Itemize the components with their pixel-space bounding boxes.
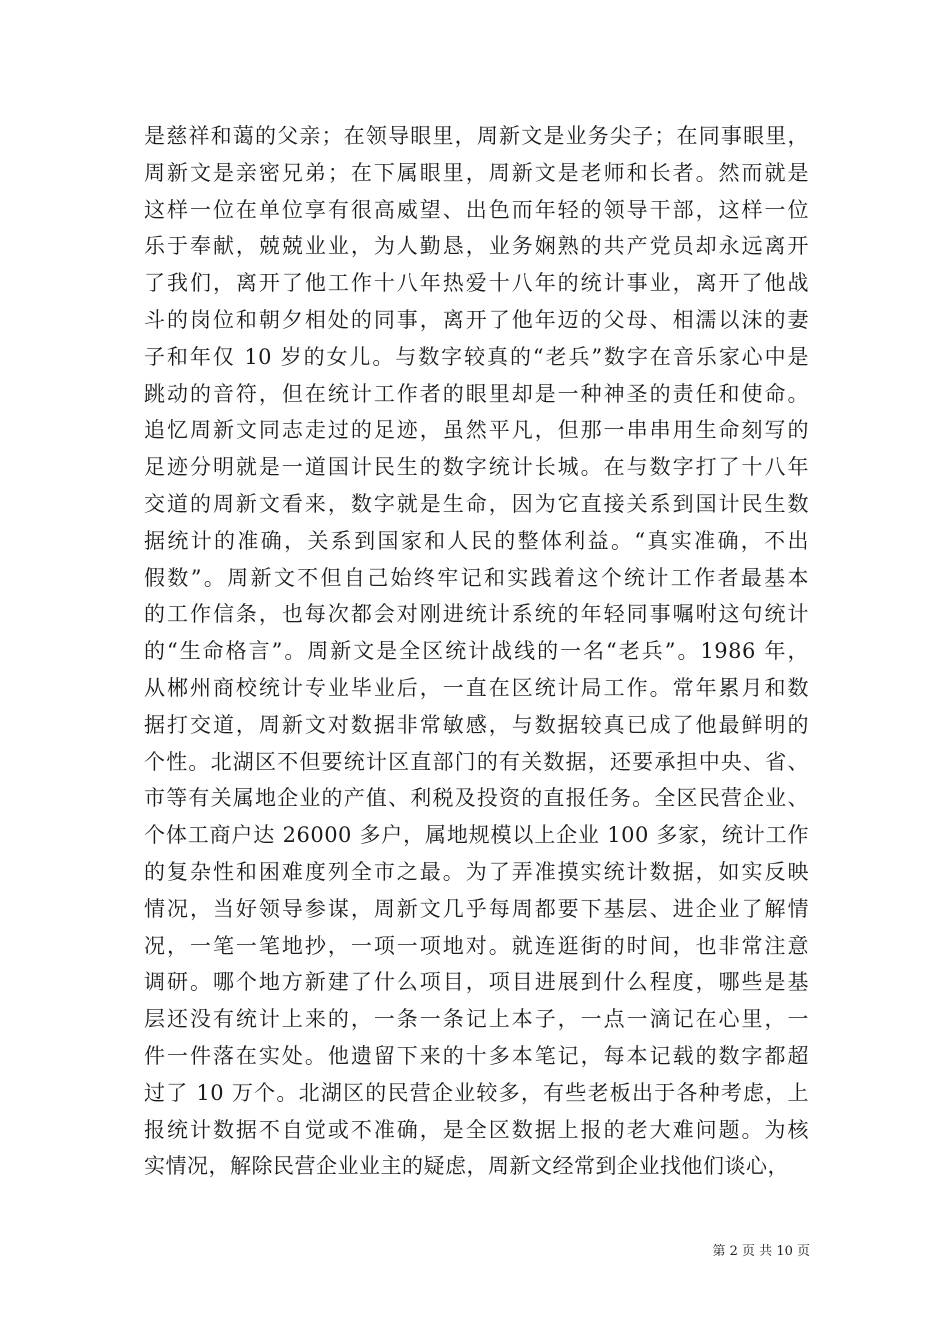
text-line: 了我们，离开了他工作十八年热爱十八年的统计事业，离开了他战 [144, 271, 809, 296]
text-line: 的工作信条，也每次都会对刚进统计系统的年轻同事嘱咐这句统计 [144, 602, 809, 627]
text-line: 斗的岗位和朝夕相处的同事，离开了他年迈的父母、相濡以沫的妻 [144, 307, 809, 332]
text-line: 追忆周新文同志走过的足迹，虽然平凡，但那一串串用生命刻写的 [144, 418, 809, 443]
text-line: 交道的周新文看来，数字就是生命，因为它直接关系到国计民生数 [144, 491, 809, 516]
text-line: 个体工商户达 26000 多户，属地规模以上企业 100 多家，统计工作 [144, 823, 809, 848]
text-line: 足迹分明就是一道国计民生的数字统计长城。在与数字打了十八年 [144, 455, 809, 480]
text-line: 假数”。周新文不但自己始终牢记和实践着这个统计工作者最基本 [144, 565, 809, 590]
body-text [144, 118, 809, 1185]
text-line: 这样一位在单位享有很高威望、出色而年轻的领导干部，这样一位 [144, 197, 809, 222]
text-line: 乐于奉献，兢兢业业，为人勤恳，业务娴熟的共产党员却永远离开 [144, 234, 809, 259]
text-line: 情况，当好领导参谋，周新文几乎每周都要下基层、进企业了解情 [144, 896, 809, 921]
text-line: 子和年仅 10 岁的女儿。与数字较真的“老兵”数字在音乐家心中是 [144, 344, 809, 369]
page-number: 第 2 页 共 10 页 [712, 1244, 810, 1259]
text-line: 层还没有统计上来的，一条一条记上本子，一点一滴记在心里，一 [144, 1007, 809, 1032]
text-line: 周新文是亲密兄弟；在下属眼里，周新文是老师和长者。然而就是 [144, 160, 809, 185]
text-line: 的复杂性和困难度列全市之最。为了弄准摸实统计数据，如实反映 [144, 859, 809, 884]
text-line: 的“生命格言”。周新文是全区统计战线的一名“老兵”。1986 年， [144, 639, 809, 664]
text-line: 调研。哪个地方新建了什么项目，项目进展到什么程度，哪些是基 [144, 970, 809, 995]
text-line: 个性。北湖区不但要统计区直部门的有关数据，还要承担中央、省、 [144, 749, 809, 774]
text-line: 实情况，解除民营企业业主的疑虑，周新文经常到企业找他们谈心， [144, 1154, 789, 1179]
text-line: 从郴州商校统计专业毕业后，一直在区统计局工作。常年累月和数 [144, 675, 809, 700]
text-line: 据统计的准确，关系到国家和人民的整体利益。“真实准确，不出 [144, 528, 809, 553]
text-line: 跳动的音符，但在统计工作者的眼里却是一种神圣的责任和使命。 [144, 381, 809, 406]
text-line: 件一件落在实处。他遗留下来的十多本笔记，每本记载的数字都超 [144, 1043, 809, 1068]
text-line: 市等有关属地企业的产值、利税及投资的直报任务。全区民营企业、 [144, 786, 809, 811]
text-line: 据打交道，周新文对数据非常敏感，与数据较真已成了他最鲜明的 [144, 712, 809, 737]
text-line: 是慈祥和蔼的父亲；在领导眼里，周新文是业务尖子；在同事眼里， [144, 124, 809, 148]
text-line: 过了 10 万个。北湖区的民营企业较多，有些老板出于各种考虑，上 [144, 1080, 809, 1105]
text-line: 报统计数据不自觉或不准确，是全区数据上报的老大难问题。为核 [144, 1117, 809, 1142]
text-line: 况，一笔一笔地抄，一项一项地对。就连逛街的时间，也非常注意 [144, 933, 809, 958]
